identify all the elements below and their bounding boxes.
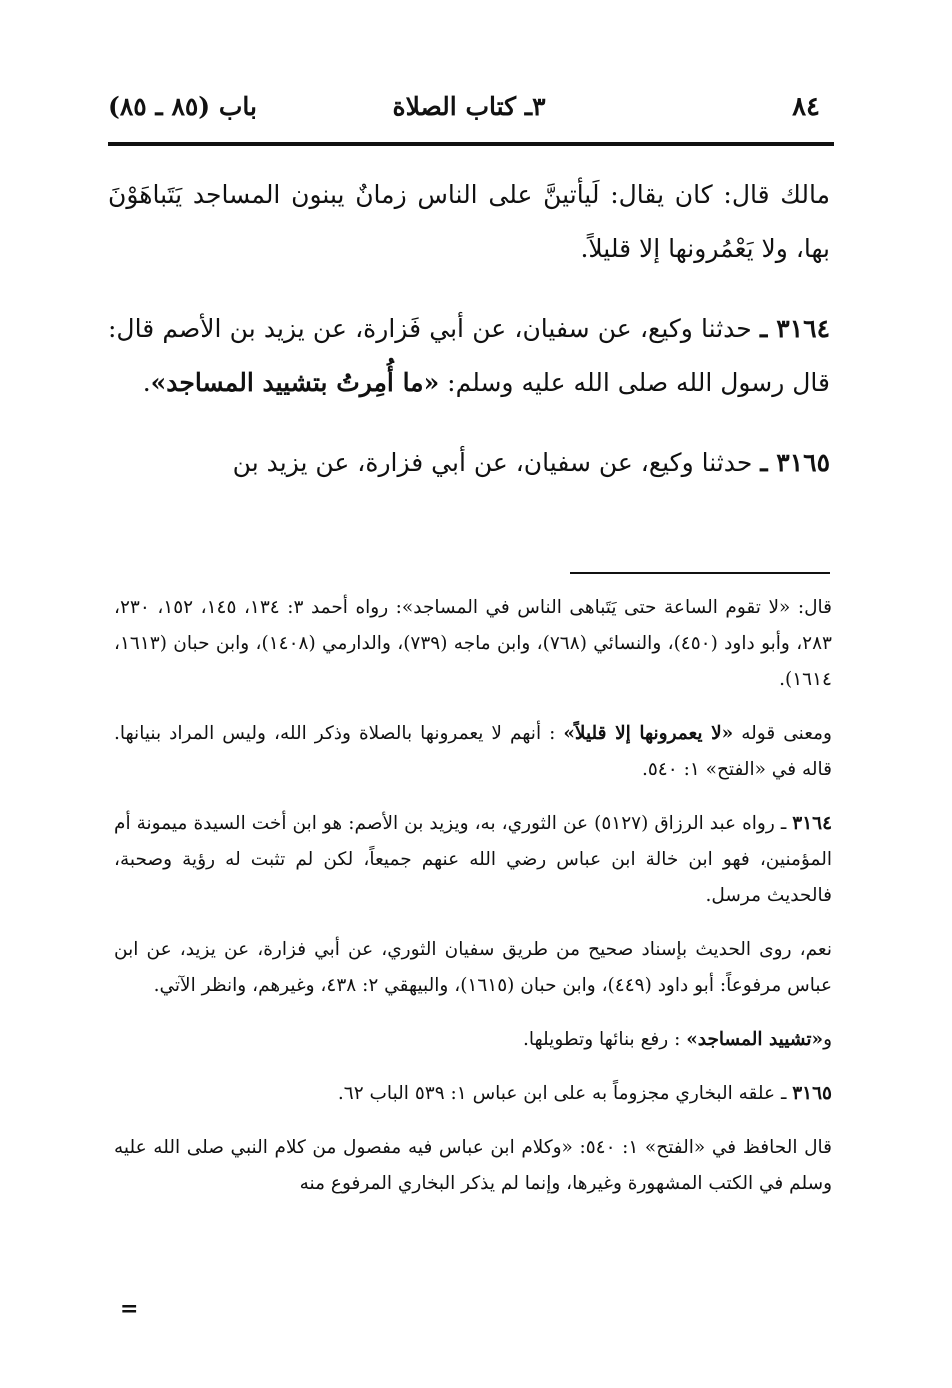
hadith-3164-end: . <box>142 368 151 397</box>
note-2 <box>114 716 832 788</box>
header-rule <box>108 142 834 146</box>
note-5-start: و <box>823 1029 832 1050</box>
hadith-3164-text: حدثنا وكيع، عن سفيان، عن أبي فَزارة، عن يزيد بن الأصم قال: قال رسول الله صلى الله عليه وسلم: <box>108 314 830 397</box>
continuation-mark: = <box>120 1296 139 1322</box>
page-header <box>108 88 830 132</box>
hadith-3164 <box>108 302 830 410</box>
note-5 <box>114 1022 832 1058</box>
note-2-end: : أنهم لا يعمرونها بالصلاة وذكر الله، وليس المراد بنيانها. قاله في «الفتح» ١: ٥٤٠. <box>114 723 832 780</box>
note-5-end: : رفع بنائها وتطويلها. <box>523 1029 687 1050</box>
note-6-number: ٣١٦٥ <box>792 1083 832 1104</box>
note-3-text: ـ رواه عبد الرزاق (٥١٢٧) عن الثوري، به، ويزيد بن الأصم: هو ابن أخت السيدة ميمونة أم المؤمنين، فهو ابن خالة ابن عباس رضي الله عنهم جميعاً، لكن لم تثبت له رؤية وصحبة، فالحديث مرسل. <box>114 813 832 906</box>
footnotes <box>114 590 832 1220</box>
book-title: ٣ـ كتاب الصلاة <box>392 92 546 121</box>
hadith-3164-quote: «ما أُمِرتُ بتشييد المساجد» <box>150 368 440 397</box>
hadith-3165-text: حدثنا وكيع، عن سفيان، عن أبي فزارة، عن يزيد بن <box>232 448 761 477</box>
note-5-bold: «تشييد المساجد» <box>686 1029 824 1050</box>
note-7: قال الحافظ في «الفتح» ١: ٥٤٠: «وكلام ابن عباس فيه مفصول من كلام النبي صلى الله عليه وسلم في الكتب المشهورة وغيرها، وإنما لم يذكر البخاري المرفوع منه <box>114 1137 832 1194</box>
footnote-rule <box>570 572 830 574</box>
main-text <box>108 168 830 516</box>
note-1: قال: «لا تقوم الساعة حتى يَتَباهى الناس في المساجد»: رواه أحمد ٣: ١٣٤، ١٤٥، ١٥٢، ٢٣٠، ٢٨٣، وأبو داود (٤٥٠)، والنسائي (٧٦٨)، وابن ماجه (٧٣٩)، والدارمي (١٤٠٨)، وابن حبان (١٦١٣، ١٦١٤). <box>114 597 832 690</box>
hadith-3165 <box>108 436 830 490</box>
hadith-number-3164: ٣١٦٤ ـ <box>759 314 830 343</box>
note-2-bold: «لا يعمرونها إلا قليلاً» <box>563 723 734 744</box>
page-number: ٨٤ <box>792 92 820 122</box>
chapter-label: باب (٨٥ ـ ٨٥) <box>108 92 257 121</box>
note-6-text: ـ علقه البخاري مجزوماً به على ابن عباس ١: ٥٣٩ الباب ٦٢. <box>337 1083 793 1104</box>
note-3-number: ٣١٦٤ <box>792 813 833 834</box>
hadith-number-3165: ٣١٦٥ ـ <box>760 448 830 477</box>
paragraph-malik: مالك قال: كان يقال: لَيأتينَّ على الناس زمانٌ يبنون المساجد يَتَباهَوْنَ بها، ولا يَعْمُرونها إلا قليلاً. <box>108 180 830 263</box>
note-4: نعم، روى الحديث بإسناد صحيح من طريق سفيان الثوري، عن أبي فزارة، عن يزيد، عن ابن عباس مرفوعاً: أبو داود (٤٤٩)، وابن حبان (١٦١٥)، والبيهقي ٢: ٤٣٨، وغيرهم، وانظر الآتي. <box>114 939 832 996</box>
note-2-start: ومعنى قوله <box>733 723 832 744</box>
note-3 <box>114 806 832 914</box>
note-6 <box>114 1076 832 1112</box>
